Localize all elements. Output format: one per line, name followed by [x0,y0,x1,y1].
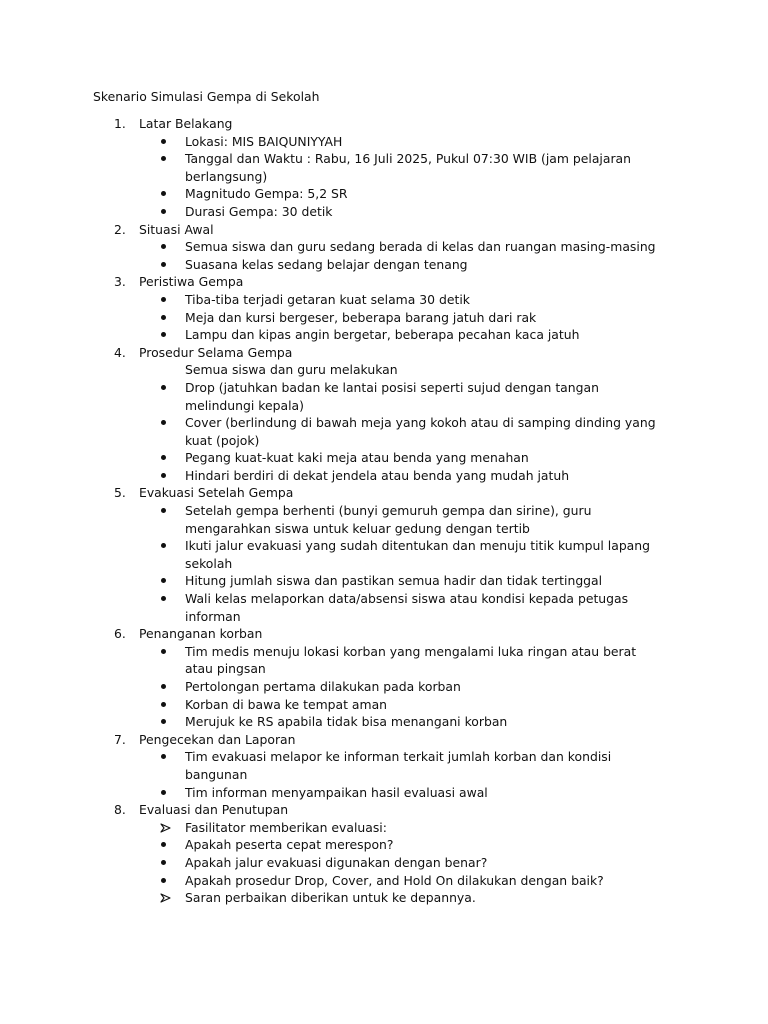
bullet-icon [158,185,172,203]
list-item-text: Tim informan menyampaikan hasil evaluasi awal [185,784,488,800]
list-item-text: Durasi Gempa: 30 detik [185,203,333,219]
bullet-icon [158,713,172,731]
list-item-text: Drop (jatuhkan badan ke lantai posisi seperti sujud dengan tangan melindungi kepala) [185,379,599,413]
bullet-icon [158,414,172,432]
list-section [0,344,768,485]
section-number: 7. [114,731,126,747]
list-item-text: Apakah prosedur Drop, Cover, and Hold On dilakukan dengan baik? [185,872,604,888]
list-item-text: Ikuti jalur evakuasi yang sudah ditentukan dan menuju titik kumpul lapang sekolah [185,538,650,571]
list-item-text: Korban di bawa ke tempat aman [185,696,388,712]
list-item-text: Hindari berdiri di dekat jendela atau benda yang mudah jatuh [185,467,570,483]
list-section [0,115,768,221]
list-item-text: Semua siswa dan guru sedang berada di kelas dan ruangan masing-masing [185,239,656,255]
section-number: 1. [114,116,126,131]
list-item [0,133,768,151]
list-item [0,150,768,185]
list-item-text: Suasana kelas sedang belajar dengan tenang [185,256,468,272]
list-item [0,784,768,802]
section-title: Penanganan korban [139,626,263,642]
list-item [0,414,768,449]
bullet-icon [158,449,172,467]
bullet-icon [158,696,172,714]
list-item-text: Merujuk ke RS apabila tidak bisa menangani korban [185,714,508,730]
arrowhead-bullet-icon [160,819,174,837]
section-heading [0,484,768,502]
bullet-icon [158,309,172,327]
list-item-text: Apakah peserta cepat merespon? [185,837,394,853]
list-item-text: Pegang kuat-kuat kaki meja atau benda yang menahan [185,450,529,466]
list-item [0,379,768,414]
list-item [0,696,768,714]
section-heading [0,344,768,362]
bullet-icon [158,784,172,802]
list-item-text: Tim evakuasi melapor ke informan terkait jumlah korban dan kondisi bangunan [185,749,612,782]
list-section [0,221,768,274]
list-section [0,484,768,625]
list-item-text: Apakah jalur evakuasi digunakan dengan benar? [185,854,488,870]
bullet-icon [158,291,172,309]
bullet-icon [158,238,172,256]
list-item [0,854,768,872]
list-section [0,273,768,343]
bullet-icon [158,872,172,890]
bullet-icon [158,590,172,608]
list-item [0,238,768,256]
list-section [0,731,768,801]
list-item [0,872,768,890]
bullet-icon [158,537,172,555]
list-item [0,713,768,731]
section-heading [0,625,768,643]
list-item [0,203,768,221]
list-item-text: Wali kelas melaporkan data/absensi siswa atau kondisi kepada petugas informan [185,591,629,624]
list-item-text: Lokasi: MIS BAIQUNIYYAH [185,133,343,149]
bullet-icon [158,379,172,397]
arrowhead-bullet-icon [160,889,174,907]
section-number: 2. [114,221,126,237]
list-item [0,590,768,625]
section-title: Peristiwa Gempa [139,274,244,290]
list-item-text: Saran perbaikan diberikan untuk ke depannya. [185,890,476,906]
list-item-text: Lampu dan kipas angin bergetar, beberapa pecahan kaca jatuh [185,327,580,343]
list-item [0,748,768,783]
section-title: Situasi Awal [139,221,214,237]
list-item [0,889,768,907]
list-item-text: Semua siswa dan guru melakukan [185,362,398,378]
bullet-icon [158,836,172,854]
list-item [0,256,768,274]
list-item-text: Setelah gempa berhenti (bunyi gemuruh gempa dan sirine), guru mengarahkan siswa untuk keluar gedung dengan tertib [185,503,592,536]
list-item [0,309,768,327]
bullet-icon [158,572,172,590]
section-heading [0,801,768,819]
bullet-icon [158,326,172,344]
list-item [0,326,768,344]
bullet-icon [158,678,172,696]
bullet-icon [158,150,172,168]
list-item-text: Magnitudo Gempa: 5,2 SR [185,186,348,202]
list-item [0,291,768,309]
list-item-text: Pertolongan pertama dilakukan pada korban [185,679,461,694]
bullet-icon [158,256,172,274]
document-title: Skenario Simulasi Gempa di Sekolah [93,89,320,104]
list-section [0,625,768,731]
section-title: Prosedur Selama Gempa [139,344,293,360]
list-item [0,449,768,467]
section-number: 4. [114,344,126,360]
list-section [0,801,768,907]
list-item-text: Fasilitator memberikan evaluasi: [185,819,387,835]
list-item [0,643,768,678]
list-item-text: Meja dan kursi bergeser, beberapa barang jatuh dari rak [185,309,537,325]
list-item [0,678,768,696]
list-item [0,502,768,537]
bullet-icon [158,748,172,766]
list-item [0,467,768,485]
section-heading [0,115,768,133]
section-title: Latar Belakang [139,116,233,131]
bullet-icon [158,203,172,221]
section-heading [0,273,768,291]
list-item-text: Tim medis menuju lokasi korban yang mengalami luka ringan atau berat atau pingsan [185,643,637,677]
list-item-text: Hitung jumlah siswa dan pastikan semua hadir dan tidak tertinggal [185,573,603,589]
section-list [0,115,768,907]
section-heading [0,221,768,239]
section-heading [0,731,768,749]
section-number: 5. [114,485,126,501]
section-number: 8. [114,802,126,818]
list-item-text: Cover (berlindung di bawah meja yang kokoh atau di samping dinding yang kuat (pojok) [185,415,656,448]
bullet-icon [158,854,172,872]
list-item [0,572,768,590]
list-item [0,537,768,572]
list-item [0,819,768,837]
list-item-text: Tanggal dan Waktu : Rabu, 16 Juli 2025, Pukul 07:30 WIB (jam pelajaran berlangsung) [185,151,631,184]
list-item [0,361,768,379]
bullet-icon [158,643,172,661]
section-number: 3. [114,274,126,290]
bullet-icon [158,502,172,520]
section-number: 6. [114,626,126,642]
list-item [0,836,768,854]
section-title: Pengecekan dan Laporan [139,731,296,747]
section-title: Evaluasi dan Penutupan [139,802,289,818]
list-item-text: Tiba-tiba terjadi getaran kuat selama 30 detik [185,291,470,307]
bullet-icon [158,467,172,485]
bullet-icon [158,133,172,151]
section-title: Evakuasi Setelah Gempa [139,485,294,501]
list-item [0,185,768,203]
